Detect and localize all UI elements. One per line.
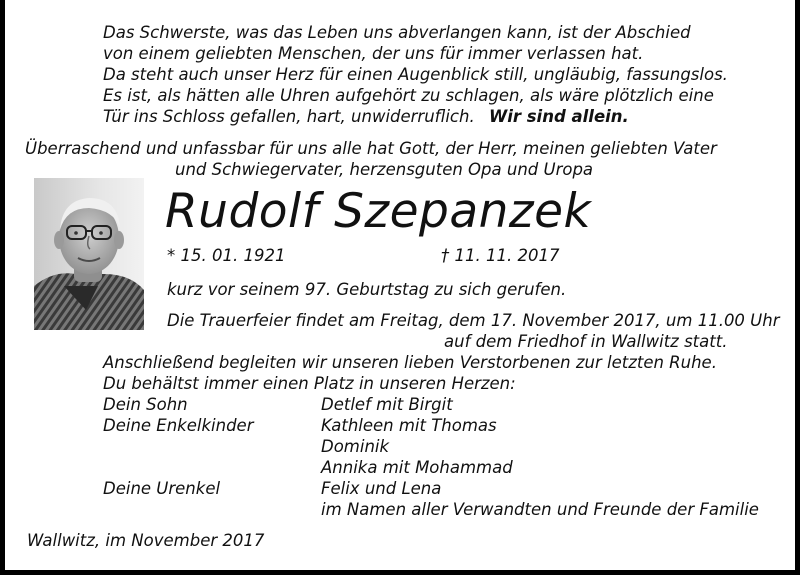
family-note: im Namen aller Verwandten und Freunde der Familie bbox=[321, 500, 759, 519]
funeral-line-1: Die Trauerfeier findet am Freitag, dem 17. November 2017, um 11.00 Uhr bbox=[167, 311, 780, 330]
intro-line-3: Da steht auch unser Herz für einen Augenblick still, ungläubig, fassungslos. bbox=[103, 65, 728, 84]
mourner-name-grandchild-1: Kathleen mit Thomas bbox=[321, 416, 497, 435]
called-home-text: kurz vor seinem 97. Geburtstag zu sich gerufen. bbox=[167, 280, 567, 299]
intro-line-4: Es ist, als hätten alle Uhren aufgehört zu schlagen, als wäre plötzlich eine bbox=[103, 86, 714, 105]
announcement-line-1: Überraschend und unfassbar für uns alle hat Gott, der Herr, meinen geliebten Vater bbox=[25, 139, 717, 158]
birth-date: * 15. 01. 1921 bbox=[167, 246, 286, 265]
mourner-name-grandchild-3: Annika mit Mohammad bbox=[321, 458, 513, 477]
announcement-line-2: und Schwiegervater, herzensguten Opa und Uropa bbox=[175, 160, 594, 179]
place-date: Wallwitz, im November 2017 bbox=[27, 531, 265, 550]
death-date: † 11. 11. 2017 bbox=[441, 246, 560, 265]
mourner-name-great-grandchildren: Felix und Lena bbox=[321, 479, 442, 498]
closing-line-2: Du behältst immer einen Platz in unseren Herzen: bbox=[103, 374, 516, 393]
portrait-photo bbox=[34, 178, 144, 330]
mourner-name-son: Detlef mit Birgit bbox=[321, 395, 453, 414]
funeral-line-2: auf dem Friedhof in Wallwitz statt. bbox=[444, 332, 728, 351]
mourner-relation-grandchildren: Deine Enkelkinder bbox=[103, 416, 254, 435]
intro-line-1: Das Schwerste, was das Leben uns abverlangen kann, ist der Abschied bbox=[103, 23, 691, 42]
closing-line-1: Anschließend begleiten wir unseren lieben Verstorbenen zur letzten Ruhe. bbox=[103, 353, 717, 372]
intro-line-5: Tür ins Schloss gefallen, hart, unwiderruflich. bbox=[103, 107, 475, 126]
intro-emphasis: Wir sind allein. bbox=[489, 107, 629, 126]
mourner-name-grandchild-2: Dominik bbox=[321, 437, 390, 456]
intro-line-2: von einem geliebten Menschen, der uns für immer verlassen hat. bbox=[103, 44, 644, 63]
mourner-relation-great-grandchildren: Deine Urenkel bbox=[103, 479, 221, 498]
deceased-name: Rudolf Szepanzek bbox=[165, 184, 592, 239]
mourner-relation-son: Dein Sohn bbox=[103, 395, 188, 414]
